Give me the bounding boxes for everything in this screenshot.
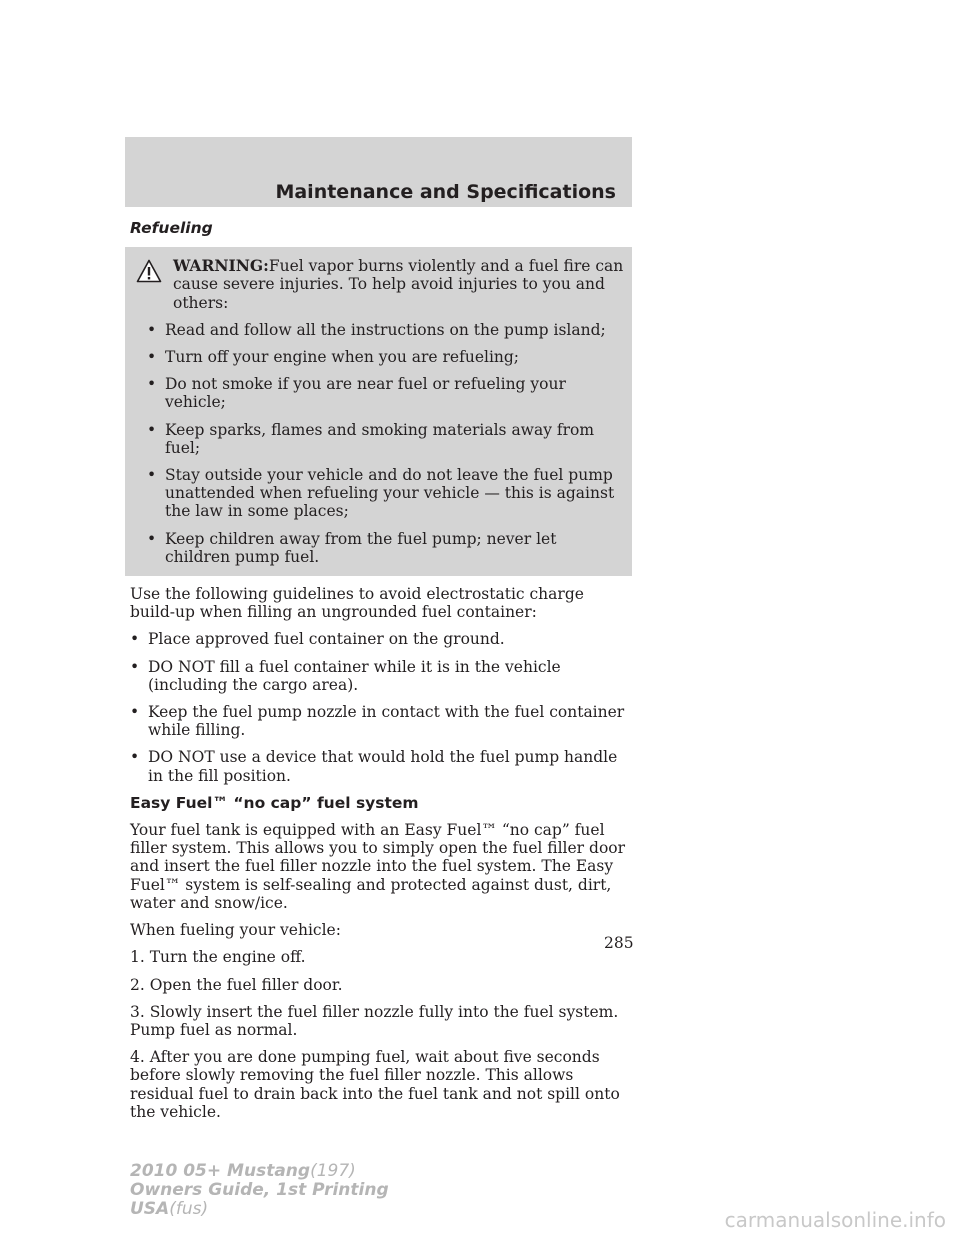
list-item: • Read and follow all the instructions on the pump island; bbox=[147, 321, 624, 339]
guidelines-intro: Use the following guidelines to avoid electrostatic charge build-up when filling an ungrounded fuel container: bbox=[130, 585, 584, 622]
footer-model: 2010 05+ Mustang bbox=[130, 1161, 311, 1181]
page-content bbox=[130, 210, 632, 1121]
section-header bbox=[125, 137, 632, 207]
watermark: carmanualsonline.info bbox=[724, 1208, 946, 1232]
warning-lead bbox=[173, 257, 624, 312]
list-item: • Keep the fuel pump nozzle in contact with the fuel container while filling. bbox=[130, 703, 632, 739]
refueling-heading: Refueling bbox=[130, 219, 213, 237]
footer-line-1 bbox=[130, 1162, 389, 1181]
step-item: 4. After you are done pumping fuel, wait about five seconds before slowly removing the fuel filler nozzle. This allows residual fuel to drain back into the fuel tank and not spill onto the vehicle. bbox=[130, 1048, 620, 1121]
warning-label: WARNING: bbox=[173, 256, 269, 276]
warning-box bbox=[125, 247, 632, 576]
footer-line-3 bbox=[130, 1200, 389, 1219]
easy-fuel-heading: Easy Fuel™ “no cap” fuel system bbox=[130, 793, 419, 812]
easy-fuel-intro: Your fuel tank is equipped with an Easy Fuel™ “no cap” fuel filler system. This allows you to simply open the fuel filler door and insert the fuel filler nozzle into the fuel system. The Easy Fuel™ system is self-sealing and protected against dust, dirt, water and snow/ice. bbox=[130, 821, 626, 912]
warning-text: Fuel vapor burns violently and a fuel fire can cause severe injuries. To help avoid injuries to you and others: bbox=[173, 257, 624, 312]
step-item: 1. Turn the engine off. bbox=[130, 948, 306, 967]
list-item: • Do not smoke if you are near fuel or refueling your vehicle; bbox=[147, 375, 624, 411]
section-title: Maintenance and Specifications bbox=[275, 181, 616, 203]
step-item: 2. Open the fuel filler door. bbox=[130, 975, 343, 994]
list-item: • Keep children away from the fuel pump; never let children pump fuel. bbox=[147, 530, 624, 566]
list-item: • Keep sparks, flames and smoking materials away from fuel; bbox=[147, 421, 624, 457]
guidelines-list bbox=[130, 630, 632, 784]
footer-market-code: (fus) bbox=[169, 1199, 209, 1219]
list-item: • Place approved fuel container on the ground. bbox=[130, 630, 632, 648]
step-item: 3. Slowly insert the fuel filler nozzle fully into the fuel system. Pump fuel as normal. bbox=[130, 1002, 619, 1039]
steps-intro: When fueling your vehicle: bbox=[130, 921, 341, 940]
footer bbox=[130, 1162, 389, 1219]
list-item: • Stay outside your vehicle and do not leave the fuel pump unattended when refueling your vehicle — this is against the law in some places; bbox=[147, 466, 624, 521]
warning-triangle-icon bbox=[136, 259, 162, 283]
page-number: 285 bbox=[604, 934, 634, 952]
list-item: • Turn off your engine when you are refueling; bbox=[147, 348, 624, 366]
list-item: • DO NOT fill a fuel container while it is in the vehicle (including the cargo area). bbox=[130, 658, 632, 694]
warning-list bbox=[147, 321, 624, 566]
footer-market: USA bbox=[130, 1199, 170, 1219]
footer-guide: Owners Guide, 1st Printing bbox=[130, 1180, 389, 1200]
list-item: • DO NOT use a device that would hold the fuel pump handle in the fill position. bbox=[130, 748, 632, 784]
footer-model-code: (197) bbox=[310, 1161, 356, 1181]
footer-line-2 bbox=[130, 1181, 389, 1200]
